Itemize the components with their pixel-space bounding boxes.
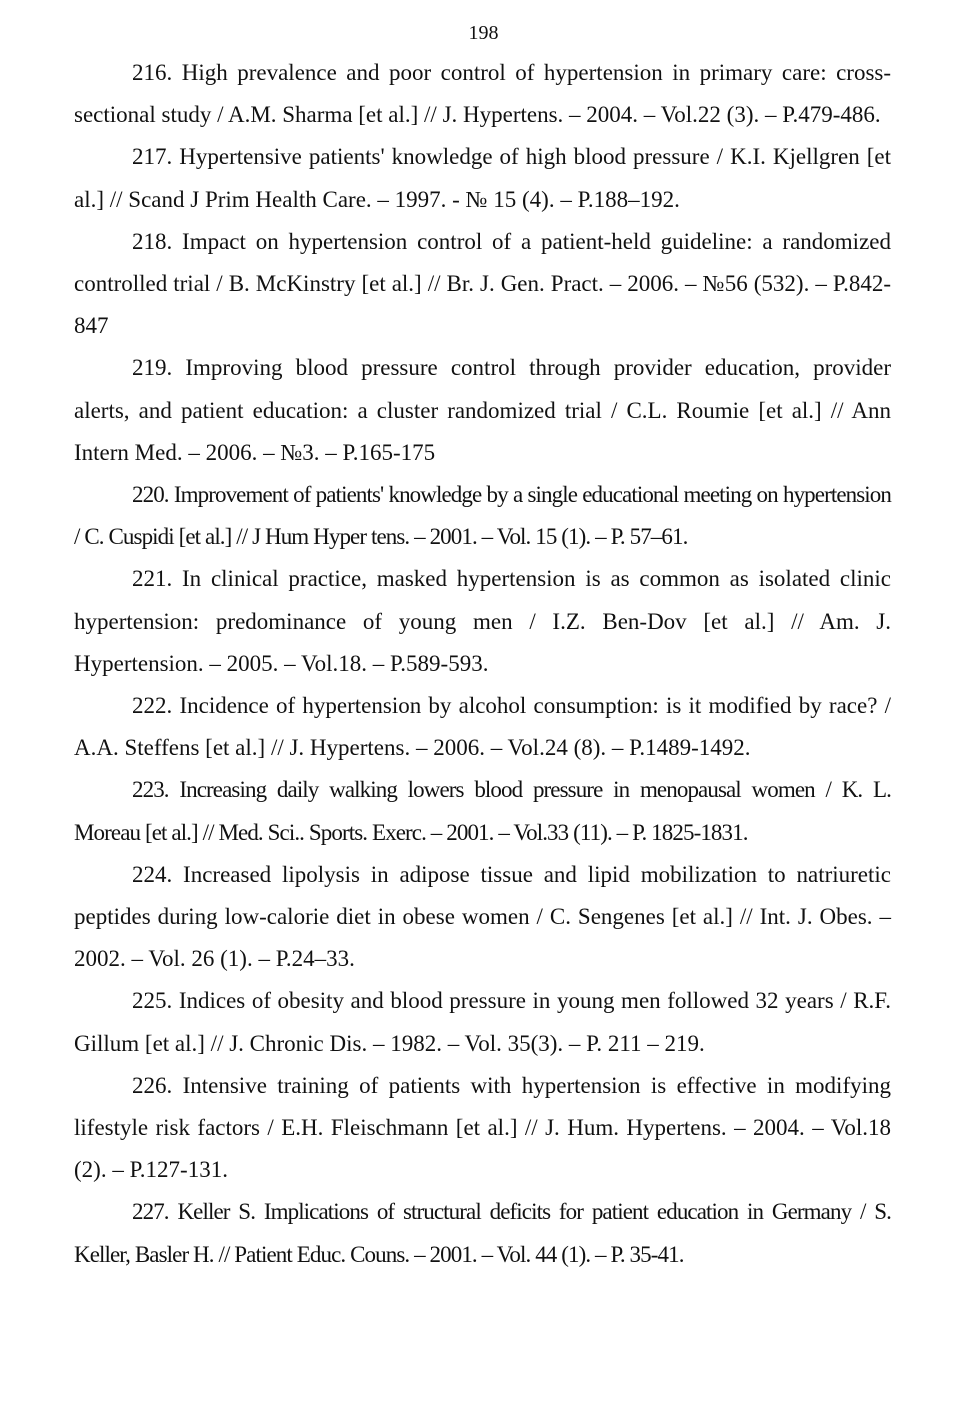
reference-216: 216. High prevalence and poor control of hypertension in primary care: cross-sectional study / A.M. Sharma [et al.] // J. Hypertens. – 2004. – Vol.22 (3). – P.479-486.: [74, 60, 891, 128]
page-number: 198: [468, 22, 499, 44]
reference-223: 223. Increasing daily walking lowers blood pressure in menopausal women / K. L. Moreau [et al.] // Med. Sci.. Sports. Exerc. – 2001. – Vol.33 (11). – P. 1825-1831.: [74, 777, 891, 845]
reference-227: 227. Keller S. Implications of structural deficits for patient education in Germany / S. Keller, Basler H. // Patient Educ. Couns. – 2001. – Vol. 44 (1). – P. 35-41.: [74, 1199, 891, 1267]
reference-222: 222. Incidence of hypertension by alcohol consumption: is it modified by race? / A.A. Steffens [et al.] // J. Hypertens. – 2006. – Vol.24 (8). – P.1489-1492.: [74, 693, 891, 761]
reference-226: 226. Intensive training of patients with hypertension is effective in modifying lifestyle risk factors / E.H. Fleischmann [et al.] // J. Hum. Hypertens. – 2004. – Vol.18 (2). – P.127-131.: [74, 1072, 891, 1183]
reference-219: 219. Improving blood pressure control through provider education, provider alerts, and patient education: a cluster randomized trial / C.L. Roumie [et al.] // Ann Intern Med. – 2006. – №3. – P.165-175: [74, 355, 891, 465]
reference-list: [74, 52, 891, 1276]
reference-218: 218. Impact on hypertension control of a patient-held guideline: a randomized controlled trial / B. McKinstry [et al.] // Br. J. Gen. Pract. – 2006. – №56 (532). – P.842-847: [74, 228, 891, 339]
reference-217: 217. Hypertensive patients' knowledge of high blood pressure / K.I. Kjellgren [et al.] // Scand J Prim Health Care. – 1997. - № 15 (4). – P.188–192.: [74, 144, 891, 212]
reference-224: 224. Increased lipolysis in adipose tissue and lipid mobilization to natriuretic peptides during low-calorie diet in obese women / C. Sengenes [et al.] // Int. J. Obes. – 2002. – Vol. 26 (1). – P.24–33.: [74, 861, 891, 972]
reference-221: 221. In clinical practice, masked hypertension is as common as isolated clinic hypertension: predominance of young men / I.Z. Ben-Dov [et al.] // Am. J. Hypertension. – 2005. – Vol.18. – P.589-593.: [74, 566, 891, 676]
reference-225: 225. Indices of obesity and blood pressure in young men followed 32 years / R.F. Gillum [et al.] // J. Chronic Dis. – 1982. – Vol. 35(3). – P. 211 – 219.: [74, 988, 891, 1056]
reference-220: 220. Improvement of patients' knowledge by a single educational meeting on hypertension / C. Cuspidi [et al.] // J Hum Hyper tens. – 2001. – Vol. 15 (1). – P. 57–61.: [74, 482, 891, 550]
